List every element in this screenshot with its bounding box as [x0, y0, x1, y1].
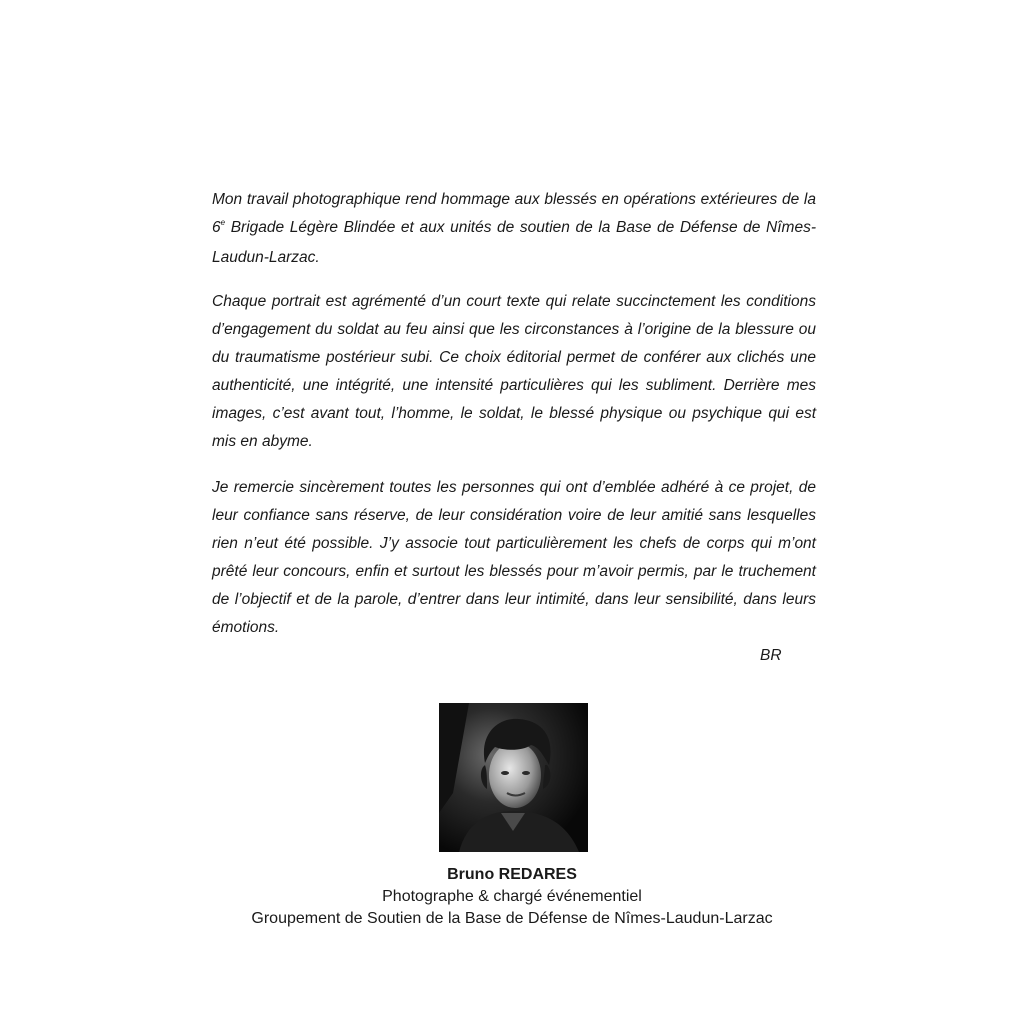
- body-text: [212, 186, 816, 658]
- paragraph-portraits: Chaque portrait est agrémenté d’un court texte qui relate succinctement les conditions d’engagement du soldat au feu ainsi que les circonstances à l’origine de la blessure ou du traumatisme postérieur subi. Ce choix éditorial permet de conférer aux clichés une authenticité, une intégrité, une intensité particulières qui les subliment. Derrière mes images, c’est avant tout, l’homme, le soldat, le blessé physique ou psychique qui est mis en abyme.: [212, 293, 816, 450]
- paragraph-thanks: Je remercie sincèrement toutes les personnes qui ont d’emblée adhéré à ce projet, de leur confiance sans réserve, de leur considération voire de leur amitié sans lesquelles rien n’eut été possible. J’y associe tout particulièrement les chefs de corps qui m’ont prêté leur concours, enfin et surtout les blessés pour m’avoir permis, par le truchement de l’objectif et de la parole, d’entrer dans leur intimité, dans leur sensibilité, dans leurs émotions.: [212, 479, 816, 636]
- ordinal-superscript: e: [220, 218, 226, 227]
- author-unit: Groupement de Soutien de la Base de Défense de Nîmes-Laudun-Larzac: [251, 910, 773, 927]
- author-role: Photographe & chargé événementiel: [382, 888, 642, 905]
- portrait-photo: [439, 703, 588, 852]
- portrait-illustration: [439, 703, 588, 852]
- author-name: Bruno REDARES: [447, 866, 577, 883]
- paragraph-intro: [212, 186, 816, 272]
- author-caption: [0, 864, 1024, 930]
- paragraph-intro-part1: Mon travail photographique rend hommage aux blessés en opérations extérieures de la 6: [212, 191, 816, 236]
- signature-initials: BR: [760, 647, 782, 664]
- paragraph-intro-part2: Brigade Légère Blindée et aux unités de soutien de la Base de Défense de Nîmes-Laudun-Larzac.: [212, 219, 816, 266]
